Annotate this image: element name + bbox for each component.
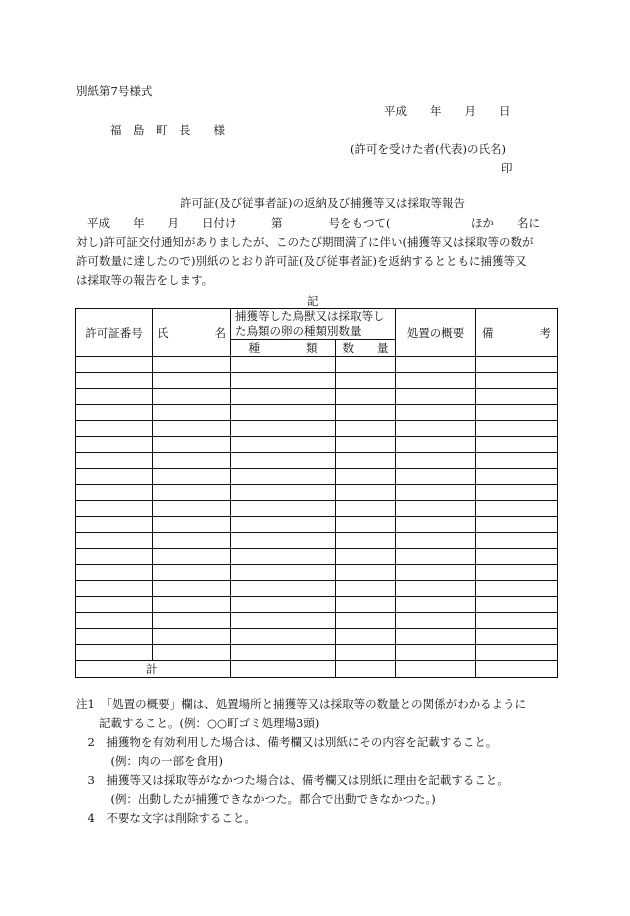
cell-disposal[interactable] [396,533,476,549]
cell-disposal[interactable] [396,453,476,469]
cell-disposal[interactable] [396,389,476,405]
cell-permit-number[interactable] [76,629,153,645]
cell-species[interactable] [231,565,336,581]
cell-remarks[interactable] [476,421,558,437]
table-row [76,485,558,501]
cell-name[interactable] [153,373,231,389]
table-row [76,389,558,405]
cell-name[interactable] [153,645,231,661]
cell-quantity[interactable] [336,549,396,565]
cell-quantity[interactable] [336,517,396,533]
note-line: 2 捕獲物を有効利用した場合は、備考欄又は別紙にその内容を記載すること。 [76,735,498,749]
cell-quantity[interactable] [336,501,396,517]
cell-species[interactable] [231,357,336,373]
cell-disposal[interactable] [396,405,476,421]
table-row [76,373,558,389]
table-row [76,613,558,629]
header-quantity: 数 量 [336,340,396,357]
cell-remarks[interactable] [476,437,558,453]
cell-quantity[interactable] [336,485,396,501]
cell-species[interactable] [231,517,336,533]
cell-name[interactable] [153,405,231,421]
table-row [76,453,558,469]
cell-species[interactable] [231,533,336,549]
body-text-line: 許可数量に達したので)別紙のとおり許可証(及び従事者証)を返納するとともに捕獲等又 [76,254,527,268]
note-line: (例：出動したが捕獲できなかつた。都合で出動できなかつた。) [76,792,436,806]
cell-permit-number[interactable] [76,613,153,629]
cell-disposal[interactable] [396,629,476,645]
table-row [76,421,558,437]
cell-quantity[interactable] [336,565,396,581]
cell-remarks[interactable] [476,565,558,581]
cell-permit-number[interactable] [76,437,153,453]
applicant-name-label: (許可を受けた者(代表)の氏名) [350,142,506,156]
cell-remarks[interactable] [476,645,558,661]
table-row [76,405,558,421]
cell-species[interactable] [231,613,336,629]
cell-disposal[interactable] [396,469,476,485]
cell-name[interactable] [153,597,231,613]
cell-disposal[interactable] [396,581,476,597]
document-title: 許可証(及び従事者証)の返納及び捕獲等又は採取等報告 [180,196,465,210]
cell-species[interactable] [231,469,336,485]
cell-quantity[interactable] [336,405,396,421]
table-row [76,357,558,373]
cell-quantity[interactable] [336,581,396,597]
cell-name[interactable] [153,629,231,645]
note-line: 記載すること。(例：○○町ゴミ処理場3頭) [76,716,320,730]
total-quantity[interactable] [336,661,396,678]
cell-name[interactable] [153,581,231,597]
note-line: 4 不要な文字は削除すること。 [76,811,256,825]
cell-quantity[interactable] [336,469,396,485]
cell-species[interactable] [231,373,336,389]
note-line: (例：肉の一部を食用) [76,754,223,768]
seal-mark: 印 [501,161,513,175]
cell-disposal[interactable] [396,373,476,389]
report-table [75,308,558,678]
cell-species[interactable] [231,485,336,501]
cell-quantity[interactable] [336,437,396,453]
header-remarks: 備 考 [476,309,558,357]
table-row [76,437,558,453]
table-row [76,517,558,533]
cell-disposal[interactable] [396,421,476,437]
table-row [76,501,558,517]
cell-remarks[interactable] [476,373,558,389]
table-row [76,581,558,597]
cell-permit-number[interactable] [76,373,153,389]
cell-name[interactable] [153,501,231,517]
cell-disposal[interactable] [396,437,476,453]
cell-disposal[interactable] [396,597,476,613]
table-row [76,533,558,549]
header-species: 種 類 [231,340,336,357]
cell-species[interactable] [231,629,336,645]
cell-remarks[interactable] [476,613,558,629]
total-row [76,661,558,678]
cell-remarks[interactable] [476,581,558,597]
cell-disposal[interactable] [396,565,476,581]
cell-quantity[interactable] [336,421,396,437]
body-text-line: は採取等の報告をします。 [76,273,214,287]
cell-permit-number[interactable] [76,453,153,469]
cell-permit-number[interactable] [76,357,153,373]
header-name: 氏 名 [153,309,231,357]
cell-disposal[interactable] [396,517,476,533]
table-row [76,469,558,485]
cell-remarks[interactable] [476,405,558,421]
cell-remarks[interactable] [476,533,558,549]
cell-species[interactable] [231,581,336,597]
cell-quantity[interactable] [336,597,396,613]
cell-remarks[interactable] [476,389,558,405]
cell-disposal[interactable] [396,357,476,373]
cell-quantity[interactable] [336,645,396,661]
cell-name[interactable] [153,453,231,469]
cell-name[interactable] [153,549,231,565]
cell-remarks[interactable] [476,485,558,501]
cell-species[interactable] [231,501,336,517]
body-text-line: 平成 年 月 日付け 第 号をもつて( ほか 名に [87,216,540,230]
table-row [76,549,558,565]
cell-name[interactable] [153,469,231,485]
header-catch-quantity: 捕獲等した鳥獣又は採取等し た鳥類の卵の種類別数量 [231,309,396,340]
cell-quantity[interactable] [336,373,396,389]
cell-quantity[interactable] [336,357,396,373]
cell-disposal[interactable] [396,645,476,661]
cell-species[interactable] [231,437,336,453]
addressee: 福 島 町 長 様 [110,123,225,137]
total-species[interactable] [231,661,336,678]
cell-remarks[interactable] [476,549,558,565]
header-disposal-summary: 処置の概要 [396,309,476,357]
cell-permit-number[interactable] [76,517,153,533]
cell-species[interactable] [231,405,336,421]
cell-remarks[interactable] [476,469,558,485]
cell-quantity[interactable] [336,629,396,645]
cell-permit-number[interactable] [76,549,153,565]
cell-permit-number[interactable] [76,389,153,405]
table-row [76,597,558,613]
cell-remarks[interactable] [476,357,558,373]
cell-permit-number[interactable] [76,533,153,549]
header-permit-number: 許可証番号 [76,309,153,357]
cell-disposal[interactable] [396,485,476,501]
cell-species[interactable] [231,597,336,613]
note-line: 3 捕獲等又は採取等がなかつた場合は、備考欄又は別紙に理由を記載すること。 [76,773,509,787]
cell-permit-number[interactable] [76,597,153,613]
cell-species[interactable] [231,389,336,405]
cell-permit-number[interactable] [76,421,153,437]
cell-species[interactable] [231,645,336,661]
cell-name[interactable] [153,437,231,453]
table-row [76,565,558,581]
cell-species[interactable] [231,453,336,469]
cell-name[interactable] [153,517,231,533]
cell-species[interactable] [231,549,336,565]
cell-quantity[interactable] [336,533,396,549]
cell-name[interactable] [153,421,231,437]
cell-permit-number[interactable] [76,469,153,485]
cell-permit-number[interactable] [76,645,153,661]
cell-name[interactable] [153,565,231,581]
cell-species[interactable] [231,421,336,437]
total-remarks[interactable] [476,661,558,678]
cell-quantity[interactable] [336,613,396,629]
cell-remarks[interactable] [476,501,558,517]
total-disposal[interactable] [396,661,476,678]
cell-remarks[interactable] [476,517,558,533]
table-row [76,629,558,645]
cell-permit-number[interactable] [76,501,153,517]
note-line: 注1 「処置の概要」欄は、処置場所と捕獲等又は採取等の数量との関係がわかるように [76,697,527,711]
cell-permit-number[interactable] [76,565,153,581]
cell-quantity[interactable] [336,389,396,405]
cell-permit-number[interactable] [76,581,153,597]
date-line: 平成 年 月 日 [384,104,511,118]
cell-name[interactable] [153,533,231,549]
cell-name[interactable] [153,613,231,629]
table-row [76,645,558,661]
cell-disposal[interactable] [396,501,476,517]
cell-name[interactable] [153,357,231,373]
form-number: 別紙第7号様式 [76,84,153,98]
cell-name[interactable] [153,389,231,405]
cell-permit-number[interactable] [76,485,153,501]
cell-quantity[interactable] [336,453,396,469]
body-text-line: 対し)許可証交付通知がありましたが、このたび期間満了に伴い(捕獲等又は採取等の数が [76,235,534,249]
cell-remarks[interactable] [476,629,558,645]
cell-disposal[interactable] [396,549,476,565]
cell-remarks[interactable] [476,453,558,469]
cell-remarks[interactable] [476,597,558,613]
cell-name[interactable] [153,485,231,501]
notes-section [76,695,566,828]
total-label: 計 [76,661,231,678]
cell-permit-number[interactable] [76,405,153,421]
ki-heading: 記 [307,294,319,308]
cell-disposal[interactable] [396,613,476,629]
